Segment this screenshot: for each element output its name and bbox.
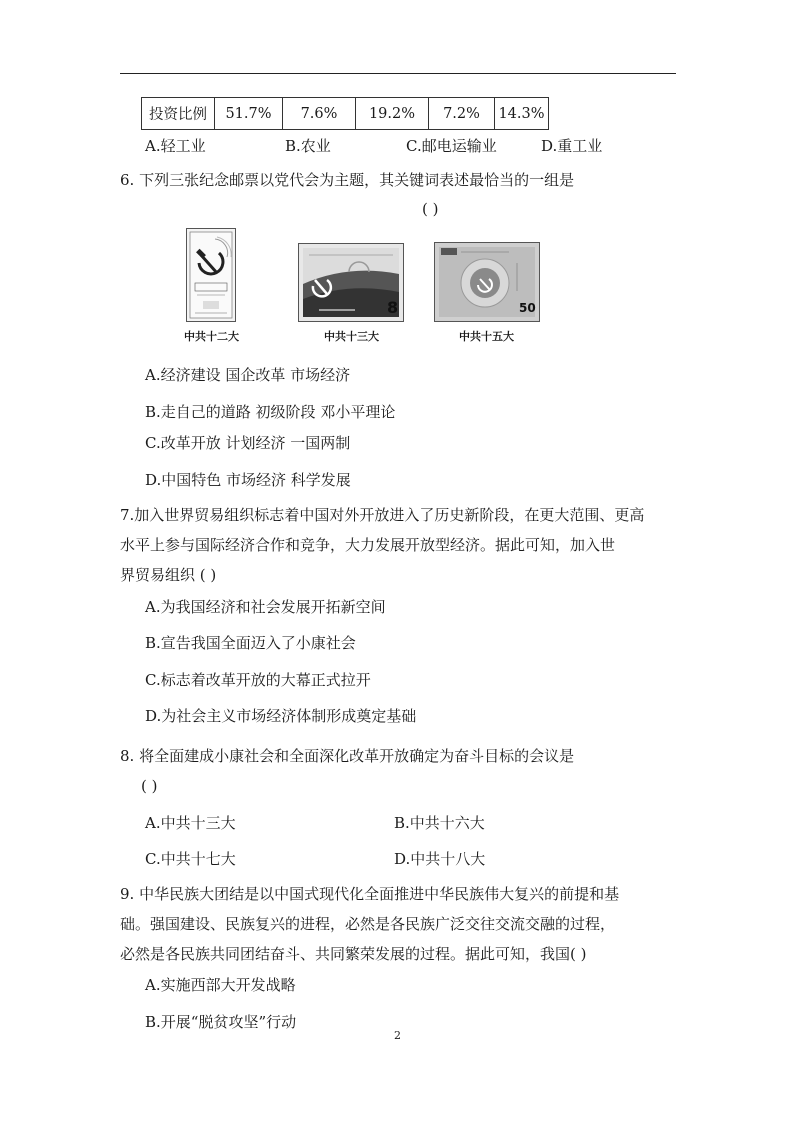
q9-option-a[interactable]: A.实施西部大开发战略 bbox=[145, 976, 296, 994]
q8-option-a[interactable]: A.中共十三大 bbox=[145, 814, 236, 832]
table-cell: 19.2% bbox=[356, 98, 429, 130]
table-cell: 7.2% bbox=[429, 98, 495, 130]
table-label-cell: 投资比例 bbox=[142, 98, 215, 130]
table-cell: 14.3% bbox=[495, 98, 549, 130]
q6-option-c[interactable]: C.改革开放 计划经济 一国两制 bbox=[145, 434, 351, 452]
q7-option-b[interactable]: B.宣告我国全面迈入了小康社会 bbox=[145, 634, 356, 652]
q6-option-b[interactable]: B.走自己的道路 初级阶段 邓小平理论 bbox=[145, 403, 396, 421]
q7-stem-line: 7.加入世界贸易组织标志着中国对外开放进入了历史新阶段，在更大范围、更高 bbox=[120, 506, 645, 524]
page-number: 2 bbox=[394, 1029, 401, 1042]
q5-option-a[interactable]: A.轻工业 bbox=[145, 137, 206, 155]
table-cell: 7.6% bbox=[283, 98, 356, 130]
q8-answer-paren: ( ) bbox=[141, 777, 158, 795]
q7-option-a[interactable]: A.为我国经济和社会发展开拓新空间 bbox=[145, 598, 386, 616]
q6-stem: 6. 下列三张纪念邮票以党代会为主题，其关键词表述最恰当的一组是 bbox=[120, 171, 575, 189]
q9-stem-line: 必然是各民族共同团结奋斗、共同繁荣发展的过程。据此可知，我国( ) bbox=[120, 945, 587, 963]
stamp-value: 50 bbox=[519, 301, 536, 315]
stamp-value: 8 bbox=[387, 298, 399, 317]
stamp-caption: 中共十三大 bbox=[324, 330, 379, 343]
q8-option-d[interactable]: D.中共十八大 bbox=[394, 850, 486, 868]
q5-option-c[interactable]: C.邮电运输业 bbox=[406, 137, 497, 155]
stamp-12th-congress bbox=[186, 228, 236, 322]
q6-option-a[interactable]: A.经济建设 国企改革 市场经济 bbox=[145, 366, 351, 384]
q8-option-b[interactable]: B.中共十六大 bbox=[394, 814, 485, 832]
q8-option-c[interactable]: C.中共十七大 bbox=[145, 850, 236, 868]
q6-option-d[interactable]: D.中国特色 市场经济 科学发展 bbox=[145, 471, 351, 489]
stamp-13th-congress bbox=[298, 243, 404, 322]
stamp-caption: 中共十五大 bbox=[459, 330, 514, 343]
q7-option-d[interactable]: D.为社会主义市场经济体制形成奠定基础 bbox=[145, 707, 417, 725]
q9-stem-line: 础。强国建设、民族复兴的进程，必然是各民族广泛交往交流交融的过程， bbox=[120, 915, 616, 933]
q7-option-c[interactable]: C.标志着改革开放的大幕正式拉开 bbox=[145, 671, 371, 689]
table-cell: 51.7% bbox=[215, 98, 283, 130]
q8-stem: 8. 将全面建成小康社会和全面深化改革开放确定为奋斗目标的会议是 bbox=[120, 747, 575, 765]
stamp-caption: 中共十二大 bbox=[184, 330, 239, 343]
q5-option-d[interactable]: D.重工业 bbox=[541, 137, 603, 155]
investment-table bbox=[141, 97, 549, 130]
table-row bbox=[142, 98, 549, 130]
q9-stem-line: 9. 中华民族大团结是以中国式现代化全面推进中华民族伟大复兴的前提和基 bbox=[120, 885, 620, 903]
q9-option-b[interactable]: B.开展“脱贫攻坚”行动 bbox=[145, 1013, 297, 1031]
q7-stem-line: 界贸易组织 ( ) bbox=[120, 566, 217, 584]
q5-option-b[interactable]: B.农业 bbox=[285, 137, 331, 155]
header-rule bbox=[120, 73, 676, 74]
q6-answer-paren: ( ) bbox=[422, 200, 439, 218]
stamp-15th-congress bbox=[434, 242, 540, 322]
hammer-sickle-icon bbox=[187, 229, 235, 321]
q7-stem-line: 水平上参与国际经济合作和竞争，大力发展开放型经济。据此可知，加入世 bbox=[120, 536, 616, 554]
